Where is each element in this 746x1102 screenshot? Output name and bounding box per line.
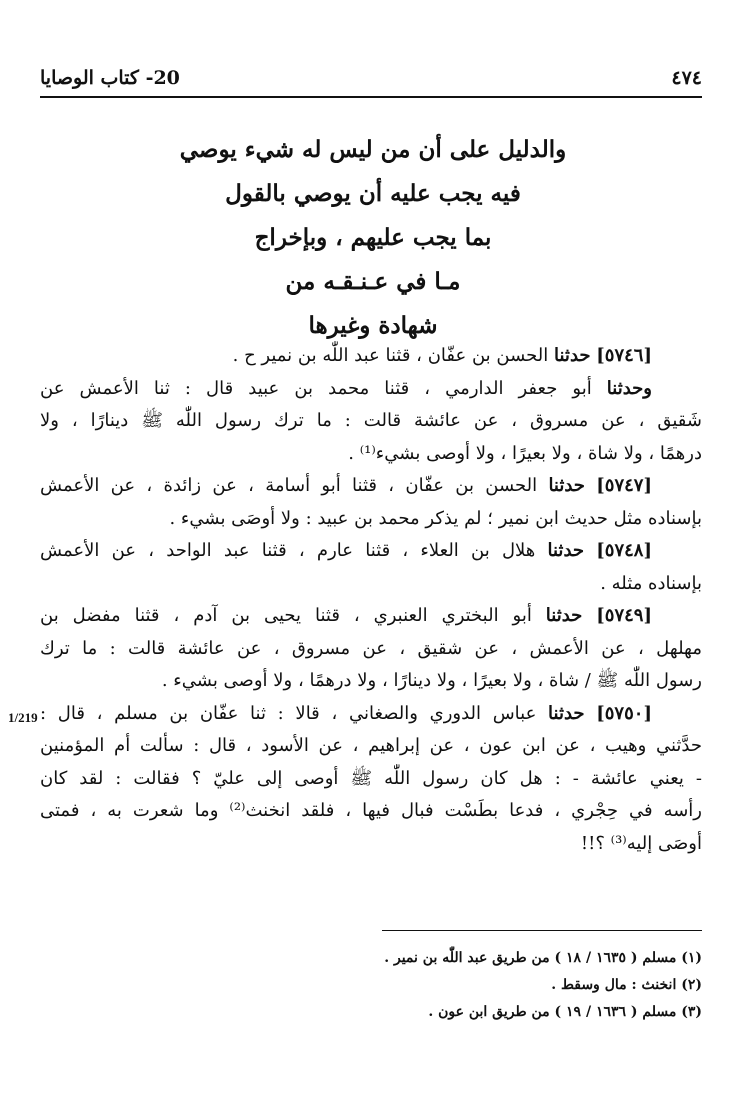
title-line: والدليل على أن من ليس له شيء يوصي	[179, 136, 567, 163]
page-number: ٤٧٤	[671, 67, 702, 89]
narration-lead: حدثنا	[547, 540, 585, 561]
line-text: رأسه في حِجْري ، فدعا بطَسْت فبال فيها ، فلقد انخنث⁽²⁾ وما شعرت به ، فمتى	[40, 800, 702, 821]
hadith-text	[40, 340, 702, 860]
title-line: شهادة وغيرها	[308, 312, 438, 339]
text-line	[40, 535, 702, 568]
text-line	[40, 373, 702, 406]
text-line	[40, 730, 702, 763]
text-line	[40, 698, 702, 731]
text-line	[40, 828, 702, 861]
text-line	[40, 470, 702, 503]
line-text: بإسناده مثل حديث ابن نمير ؛ لم يذكر محمد بن عبيد : ولا أوصَى بشيء .	[169, 507, 702, 529]
text-line	[40, 568, 702, 601]
text-line	[40, 600, 702, 633]
footnote: (١) مسلم ( ١٦٣٥ / ١٨ ) من طريق عبد اللّٰه بن نمير .	[384, 950, 702, 966]
page-header	[40, 62, 702, 94]
text-line	[40, 665, 702, 698]
footnote: (٣) مسلم ( ١٦٣٦ / ١٩ ) من طريق ابن عون .	[428, 1004, 702, 1020]
line-text: درهمًا ، ولا شاة ، ولا بعيرًا ، ولا أوصى بشيء⁽¹⁾ .	[348, 442, 702, 464]
line-text: عباس الدوري والصغاني ، قالا : ثنا عفّان بن مسلم ، قال :	[40, 702, 537, 724]
narration-lead: وحدثنا	[606, 377, 652, 399]
narration-lead: حدثنا	[548, 475, 585, 496]
hadith-number: [٥٧٥٠]	[596, 702, 652, 724]
line-text: أوصَى إليه⁽³⁾ ؟!!	[580, 832, 702, 854]
footnote: (٢) انخنث : مال وسقط .	[551, 977, 702, 993]
line-text: أبو البختري العنبري ، قثنا يحيى بن آدم ، قثنا مفضل بن	[40, 605, 532, 626]
text-line	[40, 795, 702, 828]
text-line	[40, 633, 702, 666]
narration-lead: حدثنا	[545, 605, 583, 626]
text-line	[40, 405, 702, 438]
line-text: حدَّثني وهيب ، عن ابن عون ، عن إبراهيم ، عن الأسود ، قال : سألت أم المؤمنين	[40, 735, 702, 756]
line-text: أبو جعفر الدارمي ، قثنا محمد بن عبيد قال : ثنا الأعمش عن	[40, 377, 592, 399]
line-text: الحسن بن عفّان ، قثنا أبو أسامة ، عن زائدة ، عن الأعمش	[40, 475, 538, 496]
title-line: بما يجب عليهم ، وبإخراج	[254, 224, 492, 251]
footnotes	[120, 945, 702, 1026]
hadith-number: [٥٧٤٦]	[596, 345, 652, 366]
margin-reference: 1/219	[8, 710, 38, 725]
line-text: مهلهل ، عن الأعمش ، عن شقيق ، عن مسروق ، عن عائشة قالت : ما ترك	[40, 637, 702, 659]
line-text: شَقيق ، عن مسروق ، عن عائشة قالت : ما ترك رسول اللّٰه ﷺ دينارًا ، ولا	[40, 410, 702, 431]
text-line	[40, 438, 702, 471]
line-text: بإسناده مثله .	[600, 572, 702, 594]
hadith-number: [٥٧٤٧]	[596, 475, 652, 496]
line-text: الحسن بن عفّان ، قثنا عبد اللّٰه بن نمير ح .	[232, 345, 549, 366]
narration-lead: حدثنا	[554, 345, 591, 366]
line-text: رسول اللّٰه ﷺ / شاة ، ولا بعيرًا ، ولا دينارًا ، ولا درهمًا ، ولا أوصى بشيء .	[161, 670, 702, 691]
text-line	[40, 763, 702, 796]
line-text: هلال بن العلاء ، قثنا عارم ، قثنا عبد الواحد ، عن الأعمش	[40, 540, 536, 561]
section-title	[80, 128, 666, 348]
text-line	[40, 340, 702, 373]
hadith-number: [٥٧٤٨]	[596, 540, 652, 561]
chapter-title: 20- كتاب الوصايا	[40, 67, 180, 89]
hadith-number: [٥٧٤٩]	[596, 605, 652, 626]
text-line	[40, 503, 702, 536]
line-text: - يعني عائشة - : هل كان رسول اللّٰه ﷺ أوصى إلى عليّ ؟ فقالت : لقد كان	[40, 767, 702, 789]
header-divider	[40, 96, 702, 98]
title-line: فيه يجب عليه أن يوصي بالقول	[225, 180, 521, 207]
footnote-divider	[382, 930, 702, 931]
narration-lead: حدثنا	[548, 702, 585, 724]
title-line: مـا في عـنـقـه من	[285, 268, 461, 295]
